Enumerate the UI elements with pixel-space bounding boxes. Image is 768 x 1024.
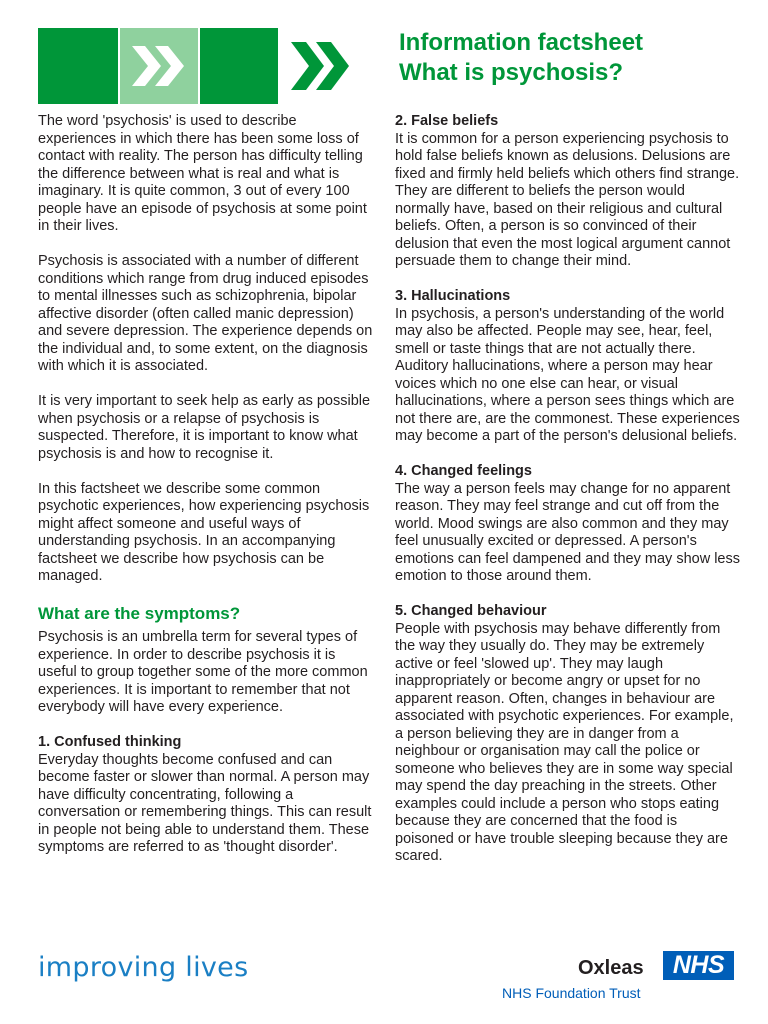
conditions-paragraph: Psychosis is associated with a number of different conditions which range from drug induced episodes to mental illnesses such as schizophrenia, bipolar affective disorder (often called manic depression) and severe depression. The experience depends on the individual and, to some extent, on the diagnosis with which it is associated. bbox=[38, 253, 373, 374]
confused-thinking-heading: 1. Confused thinking bbox=[38, 734, 182, 750]
factsheet-paragraph: In this factsheet we describe some common psychotic experiences, how experiencing psychosis might affect someone and useful ways of understanding psychosis. In an accompanying factsheet we describe how psychosis can be managed. bbox=[38, 480, 370, 584]
slogan: improving lives bbox=[38, 952, 249, 983]
left-column bbox=[38, 113, 378, 857]
chevron-banner bbox=[38, 28, 358, 104]
seek-help-paragraph: It is very important to seek help as early as possible when psychosis or a relapse of psychosis is suspected. Therefore, it is important to know what psychosis is and how to recognise it. bbox=[38, 393, 371, 462]
banner-block-dark-2 bbox=[200, 28, 278, 104]
intro-paragraph: The word 'psychosis' is used to describe experiences in which there has been some loss of contact with reality. The person has difficulty telling the difference between what is real and what is imaginary. It is quite common, 3 out of every 100 people have an episode of psychosis at some point in their lives. bbox=[38, 113, 367, 234]
right-column bbox=[395, 113, 740, 866]
trust-name: NHS Foundation Trust bbox=[502, 985, 641, 1001]
symptoms-intro-paragraph: Psychosis is an umbrella term for several types of experience. In order to describe psychosis it is useful to group together some of the more common experiences. It is important to remember that not everybody will have every experience. bbox=[38, 629, 368, 715]
false-beliefs-text: It is common for a person experiencing psychosis to hold false beliefs known as delusions. Delusions are fixed and firmly held beliefs which others find strange. They are different to beliefs the person would normally have, based on their religious and cultural beliefs. Often, a person is so convinced of their delusion that even the most logical argument cannot persuade them to change their mind. bbox=[395, 130, 740, 269]
chevron-green-icon bbox=[291, 42, 349, 90]
changed-feelings-heading: 4. Changed feelings bbox=[395, 463, 532, 479]
changed-behaviour-text: People with psychosis may behave differently from the way they usually do. They may be extremely active or feel 'slowed up'. They may laugh inappropriately or become angry or upset for no apparent reason. Often, changes in behaviour are associated with psychotic experiences. For example, a person believing they are in danger from a neighbour or organisation may call the police or someone who believes they are in some way special may spend the day preaching in the streets. Other examples could include a person who stops eating because they are concerned that the food is poisoned or have trouble sleeping because they are scared. bbox=[395, 620, 734, 864]
changed-feelings-text: The way a person feels may change for no apparent reason. They may feel strange and cut off from the world. Mood swings are also common and they may feel unusually excited or depressed. A person's emotions can feel dampened and they may show less emotion to those around them. bbox=[395, 480, 740, 584]
hallucinations-heading: 3. Hallucinations bbox=[395, 288, 511, 304]
title-line-2: What is psychosis? bbox=[399, 59, 624, 86]
page-title bbox=[399, 28, 759, 88]
banner-block-dark-1 bbox=[38, 28, 118, 104]
symptoms-heading: What are the symptoms? bbox=[38, 604, 241, 623]
changed-behaviour-heading: 5. Changed behaviour bbox=[395, 603, 547, 619]
confused-thinking-text: Everyday thoughts become confused and can become faster or slower than normal. A person may have difficulty concentrating, following a conversation or remembering things. This can result in people not being able to understand them. These symptoms are referred to as 'thought disorder'. bbox=[38, 751, 372, 855]
hallucinations-text: In psychosis, a person's understanding of the world may also be affected. People may see, hear, feel, smell or taste things that are not actually there. Auditory hallucinations, where a person may hear voices which no one else can hear, or visual hallucinations, where a person sees things which are not there are, are the commonest. These experiences may become a part of the person's delusional beliefs. bbox=[395, 305, 740, 444]
false-beliefs-heading: 2. False beliefs bbox=[395, 113, 499, 129]
title-line-1: Information factsheet bbox=[399, 29, 644, 56]
org-name: Oxleas bbox=[578, 957, 644, 979]
nhs-logo: NHS bbox=[663, 951, 734, 980]
